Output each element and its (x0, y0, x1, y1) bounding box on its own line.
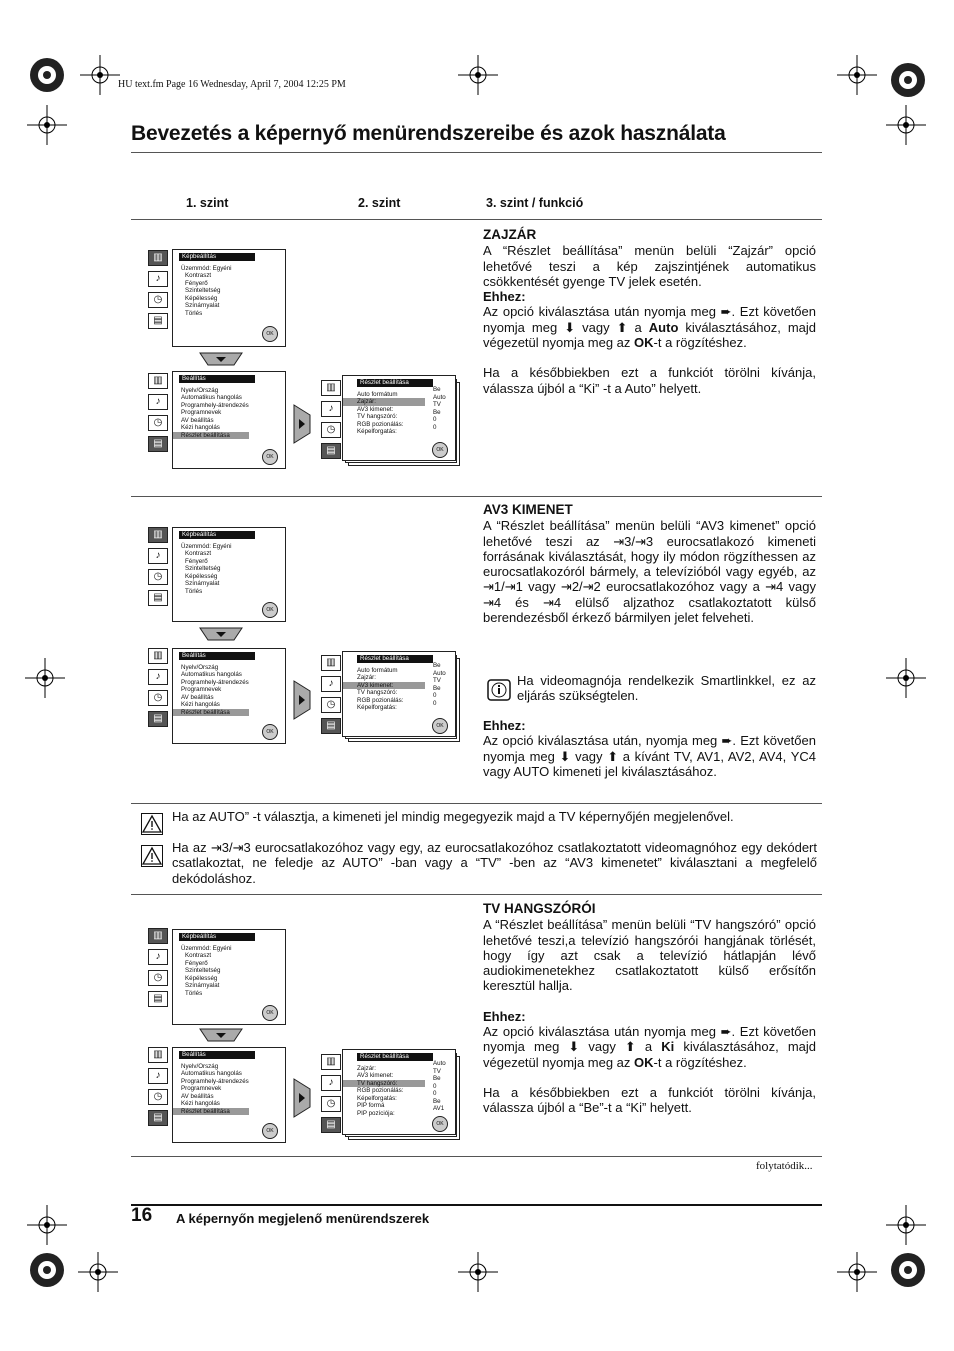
warning-text: Ha az ⇥3/⇥3 eurocsatlakozóhoz vagy egy, az eurocsatlakozóhoz csatlakoztatott videomagnóhoz egy dekódert csatlakoztat, ne feledje az AUTO” -ban vagy a “TV” -ben az “AV3 kimenetet” kiválasztani a megfelelő dekódoláshoz. (172, 840, 817, 886)
text-span: -t a rögzítéshez. (653, 335, 747, 351)
menu-item-selected: AV3 kimenet: (343, 682, 425, 690)
crosshair-icon (837, 55, 877, 95)
menu-item: Kézi hangolás (181, 424, 220, 431)
crosshair-icon (27, 1205, 67, 1245)
arrow-down-icon (198, 627, 244, 641)
section-rule (131, 1156, 822, 1157)
menu-icon-column (148, 527, 168, 611)
menu-item: Kontraszt (185, 550, 212, 557)
section-title: ZAJZÁR (483, 227, 537, 242)
section-text (483, 901, 816, 1116)
section-rule (131, 496, 822, 497)
menu-value: Be (433, 408, 441, 416)
page-number: 16 (131, 1205, 153, 1226)
info-icon (487, 679, 511, 701)
warning-icon (141, 813, 163, 835)
ok-button-icon: OK (262, 449, 278, 465)
setup-menu-icon: ▤ (148, 436, 168, 452)
picture-menu-icon: ▥ (148, 928, 168, 944)
menu-item-selected: Részlet beállítása (173, 709, 249, 717)
menu-title: Képbeállítás (179, 253, 255, 261)
menu-item: Automatikus hangolás (181, 671, 242, 678)
page-title: Bevezetés a képernyő menürendszereibe és azok használata (131, 122, 726, 145)
paragraph: A “Részlet beállítása” menün belüli “TV hangszóró” opció lehetővé teszi,a televízió hangszórói hangjának törlését, hogy így azt csak a televízió hátlapján lévő audiokimenetekhez csatlakoztatott külső erősítőn keresztül hallja. (483, 917, 816, 994)
sound-menu-icon: ♪ (148, 394, 168, 410)
menu-value: TV (433, 677, 441, 684)
arrow-down-icon (198, 352, 244, 366)
text-span: OK (634, 1054, 654, 1070)
crosshair-icon (25, 658, 65, 698)
menu-item: Kontraszt (185, 952, 212, 959)
menu-icon-column (148, 1047, 168, 1131)
paragraph: A “Részlet beállítása” menün belüli “AV3 kimenet” opció lehetővé teszi az ⇥3/⇥3 eurocsatlakozó kimeneti forrásának kiválasztását, hogy ily módon rögzíthessen az eurocsatlakozóról bármely, a televízióból vagy egyéb, az ⇥1/⇥1 vagy ⇥2/⇥2 eurocsatlakozóhoz vagy a ⇥4 vagy ⇥4 és ⇥4 elülső aljzathoz csatlakoztatott külső berendezésből érkező bármilyen jelet felveheti. (483, 518, 816, 626)
menu-item: Üzemmód: Egyéni (181, 944, 232, 952)
menu-item: Nyelv/Ország (181, 1062, 219, 1070)
setup-menu-icon: ▤ (148, 1110, 168, 1126)
ok-button-icon: OK (262, 724, 278, 740)
registration-mark-icon (27, 1250, 67, 1290)
setup-menu-icon: ▤ (321, 1117, 341, 1133)
menu-item: Fényerő (185, 959, 208, 967)
menu-icon-column (148, 373, 168, 457)
menu-item: TV hangszóró: (357, 689, 398, 696)
menu-item: Programhely-átrendezés (181, 678, 249, 686)
info-note: Ha videomagnója rendelkezik Smartlinkkel, ez az eljárás szükségtelen. (517, 673, 816, 704)
picture-menu-icon: ▥ (321, 380, 341, 396)
menu-icon-column (321, 655, 341, 739)
section-rule (131, 803, 822, 804)
menu-item: AV3 kimenet: (357, 405, 394, 413)
setup-menu-icon: ▤ (321, 443, 341, 459)
menu-title: Részlet beállítása (357, 1053, 433, 1061)
menu-title: Képbeállítás (179, 531, 255, 539)
menu-item: Képélesség (185, 294, 218, 302)
detail-values (433, 662, 446, 707)
setup-menu-icon: ▤ (148, 590, 168, 606)
picture-menu-icon: ▥ (148, 1047, 168, 1063)
menu-item: Törlés (185, 309, 203, 317)
menu-item: AV beállítás (181, 416, 214, 424)
paragraph: A “Részlet beállítása” menün belüli “Zajzár” opció lehetővé teszi a kép zajszintjének automatikus csökkentését gyenge TV jelek esetén. (483, 243, 816, 289)
paragraph (483, 304, 816, 350)
warning-icon (141, 845, 163, 867)
menu-item: Automatikus hangolás (181, 394, 242, 401)
menu-item: Szinteltetség (185, 967, 221, 974)
ok-button-icon: OK (262, 1123, 278, 1139)
menu-item: AV3 kimenet: (357, 1072, 394, 1079)
text-span: Az opció kiválasztása után nyomja meg ➨. Ezt követően nyomja meg ⬇ vagy ⬆ a (483, 304, 816, 335)
setup-menu-icon: ▤ (148, 711, 168, 727)
menu-value: TV (433, 401, 441, 408)
header-rule (131, 219, 822, 220)
menu-item: Automatikus hangolás (181, 1070, 242, 1077)
menu-title: Beállítás (179, 652, 255, 660)
picture-menu-icon: ▥ (321, 1054, 341, 1070)
menu-item: PIP formá (357, 1102, 385, 1109)
warning-text: Ha az AUTO” -t választja, a kimeneti jel mindig megegyezik majd a TV képernyőjén megjelenővel. (172, 809, 734, 824)
crosshair-icon (27, 105, 67, 145)
ok-button-icon: OK (432, 1116, 448, 1132)
menu-item: TV hangszóró: (357, 413, 398, 420)
menu-item: Képélesség (185, 974, 218, 982)
menu-item-selected: TV hangszóró: (343, 1080, 425, 1088)
sound-menu-icon: ♪ (148, 669, 168, 685)
continued-note: folytatódik... (756, 1160, 813, 1172)
menu-item: Színárnyalat (185, 302, 220, 309)
menu-value: Be (433, 1075, 441, 1082)
sound-menu-icon: ♪ (321, 401, 341, 417)
section-rule (131, 894, 822, 895)
crosshair-icon (458, 1252, 498, 1292)
sound-menu-icon: ♪ (148, 1068, 168, 1084)
menu-icon-column (148, 648, 168, 732)
crosshair-icon (886, 658, 926, 698)
menu-value: Be (433, 1097, 441, 1105)
ok-button-icon: OK (432, 442, 448, 458)
timer-menu-icon: ◷ (321, 697, 341, 713)
menu-item: AV beállítás (181, 693, 214, 701)
picture-menu-icon: ▥ (148, 648, 168, 664)
arrow-down-icon (198, 1028, 244, 1042)
section-text (483, 227, 816, 396)
menu-item: RGB pozionálás: (357, 1087, 404, 1094)
detail-values (433, 1060, 446, 1113)
timer-menu-icon: ◷ (148, 1089, 168, 1105)
menu-value: Be (433, 684, 441, 692)
setup-menu-icon: ▤ (148, 991, 168, 1007)
menu-title: Beállítás (179, 1051, 255, 1059)
text-span: Az opció kiválasztása után nyomja meg ➨. Ezt követően nyomja meg ⬇ vagy ⬆ a (483, 1024, 816, 1055)
title-rule (131, 152, 822, 153)
sound-menu-icon: ♪ (148, 949, 168, 965)
menu-item: Üzemmód: Egyéni (181, 542, 232, 550)
menu-item: Fényerő (185, 279, 208, 287)
menu-item: Képelforgatás: (357, 704, 397, 711)
ehez-label: Ehhez: (483, 718, 526, 733)
picture-menu-icon: ▥ (148, 373, 168, 389)
menu-item: PIP pozíciója: (357, 1109, 395, 1117)
menu-item-selected: Részlet beállítása (173, 1108, 249, 1116)
menu-value: 0 (433, 1090, 437, 1097)
text-span: kiválasztásához, majd végezetül nyomja meg az (483, 1039, 816, 1070)
menu-item-selected: Részlet beállítása (173, 432, 249, 440)
section-title: AV3 KIMENET (483, 502, 573, 517)
menu-value: 0 (433, 416, 437, 423)
timer-menu-icon: ◷ (321, 422, 341, 438)
crosshair-icon (886, 105, 926, 145)
menu-item: Színárnyalat (185, 580, 220, 587)
menu-item: Fényerő (185, 557, 208, 565)
crosshair-icon (837, 1252, 877, 1292)
menu-item: AV beállítás (181, 1092, 214, 1100)
menu-value: Be (433, 386, 441, 393)
timer-menu-icon: ◷ (148, 292, 168, 308)
menu-item: Programnevek (181, 409, 222, 416)
menu-value: Auto (433, 669, 446, 677)
timer-menu-icon: ◷ (148, 415, 168, 431)
menu-item: Törlés (185, 989, 203, 997)
timer-menu-icon: ◷ (321, 1096, 341, 1112)
menu-item: Kézi hangolás (181, 1100, 220, 1107)
menu-value: 0 (433, 423, 437, 431)
menu-value: Auto (433, 393, 446, 401)
menu-item: Nyelv/Ország (181, 386, 219, 394)
paragraph (483, 1024, 816, 1070)
menu-value: Be (433, 662, 441, 669)
ok-button-icon: OK (432, 718, 448, 734)
crosshair-icon (458, 55, 498, 95)
column-header-level3: 3. szint / funkció (486, 196, 584, 210)
menu-title: Képbeállítás (179, 933, 255, 941)
menu-item: Auto formátum (357, 390, 398, 398)
menu-item: Programnevek (181, 686, 222, 693)
detail-values (433, 386, 446, 431)
menu-item: Képélesség (185, 572, 218, 580)
footer-rule (131, 1204, 822, 1206)
menu-item: Kontraszt (185, 272, 212, 279)
registration-mark-icon (888, 1250, 928, 1290)
column-header-level2: 2. szint (358, 196, 401, 210)
ok-button-icon: OK (262, 602, 278, 618)
menu-icon-column (148, 250, 168, 334)
menu-title: Részlet beállítása (357, 379, 433, 387)
picture-menu-icon: ▥ (148, 527, 168, 543)
sound-menu-icon: ♪ (148, 548, 168, 564)
crosshair-icon (80, 55, 120, 95)
menu-item: Képelforgatás: (357, 1094, 397, 1102)
menu-item: Nyelv/Ország (181, 663, 219, 671)
registration-mark-icon (27, 55, 67, 95)
menu-item: Zajzár: (357, 1064, 376, 1072)
crosshair-icon (886, 1205, 926, 1245)
menu-item: RGB pozionálás: (357, 696, 404, 704)
ehez-label: Ehhez: (483, 289, 526, 305)
menu-item: RGB pozionálás: (357, 420, 404, 428)
timer-menu-icon: ◷ (148, 970, 168, 986)
menu-item: Színárnyalat (185, 982, 220, 989)
arrow-right-icon (293, 679, 311, 721)
menu-icon-column (321, 380, 341, 464)
menu-value: TV (433, 1067, 441, 1075)
paragraph: Ha a későbbiekben ezt a funkciót törölni kívánja, válassza újból a “Ki” -t a Auto” helyett. (483, 365, 816, 396)
menu-value: 0 (433, 692, 437, 699)
sound-menu-icon: ♪ (148, 271, 168, 287)
menu-title: Beállítás (179, 375, 255, 383)
text-span: Ki (661, 1039, 675, 1055)
ok-button-icon: OK (262, 1005, 278, 1021)
menu-value: 0 (433, 1082, 437, 1090)
section-title: TV HANGSZÓRÓI (483, 901, 596, 916)
menu-item: Programhely-átrendezés (181, 401, 249, 409)
menu-title: Részlet beállítása (357, 655, 433, 663)
picture-menu-icon: ▥ (321, 655, 341, 671)
menu-value: 0 (433, 699, 437, 707)
registration-mark-icon (888, 60, 928, 100)
text-span: OK (634, 335, 654, 351)
paragraph: Az opció kiválasztása után, nyomja meg ➨. Ezt követően nyomja meg ⬇ vagy ⬆ a kívánt TV, AV1, AV2, AV4, YC4 vagy AUTO kimeneti jel kiválasztásához. (483, 733, 816, 779)
menu-item: Szinteltetség (185, 565, 221, 572)
menu-item: Programhely-átrendezés (181, 1077, 249, 1085)
menu-value: AV1 (433, 1105, 445, 1112)
menu-item: Zajzár: (357, 674, 376, 681)
sound-menu-icon: ♪ (321, 676, 341, 692)
timer-menu-icon: ◷ (148, 690, 168, 706)
text-span: Auto (648, 319, 679, 335)
paragraph: Ha a későbbiekben ezt a funkciót törölni kívánja, válassza újból a “Be”-t a “Ki” helyett. (483, 1084, 816, 1116)
section-text (483, 718, 816, 779)
column-header-level1: 1. szint (186, 196, 229, 210)
text-span: kiválasztásához, majd végezetül nyomja meg az (483, 319, 817, 351)
arrow-right-icon (293, 403, 311, 445)
section-text (483, 502, 816, 625)
menu-item: Szinteltetség (185, 287, 221, 294)
menu-item-selected: Zajzár: (343, 398, 425, 406)
setup-menu-icon: ▤ (148, 313, 168, 329)
ok-button-icon: OK (262, 326, 278, 342)
setup-menu-icon: ▤ (321, 718, 341, 734)
print-header: HU text.fm Page 16 Wednesday, April 7, 2004 12:25 PM (118, 79, 346, 90)
ehez-label: Ehhez: (483, 1008, 526, 1024)
picture-menu-icon: ▥ (148, 250, 168, 266)
text-span: -t a rögzítéshez. (653, 1054, 747, 1070)
timer-menu-icon: ◷ (148, 569, 168, 585)
menu-value: Auto (433, 1060, 446, 1067)
menu-item: Törlés (185, 587, 203, 595)
menu-icon-column (321, 1054, 341, 1138)
footer-text: A képernyőn megjelenő menürendszerek (176, 1211, 430, 1226)
sound-menu-icon: ♪ (321, 1075, 341, 1091)
menu-item: Képelforgatás: (357, 428, 397, 435)
arrow-right-icon (293, 1077, 311, 1119)
menu-item: Auto formátum (357, 666, 398, 674)
crosshair-icon (78, 1252, 118, 1292)
menu-item: Üzemmód: Egyéni (181, 264, 232, 272)
menu-icon-column (148, 928, 168, 1012)
menu-item: Programnevek (181, 1085, 222, 1092)
menu-item: Kézi hangolás (181, 701, 220, 708)
